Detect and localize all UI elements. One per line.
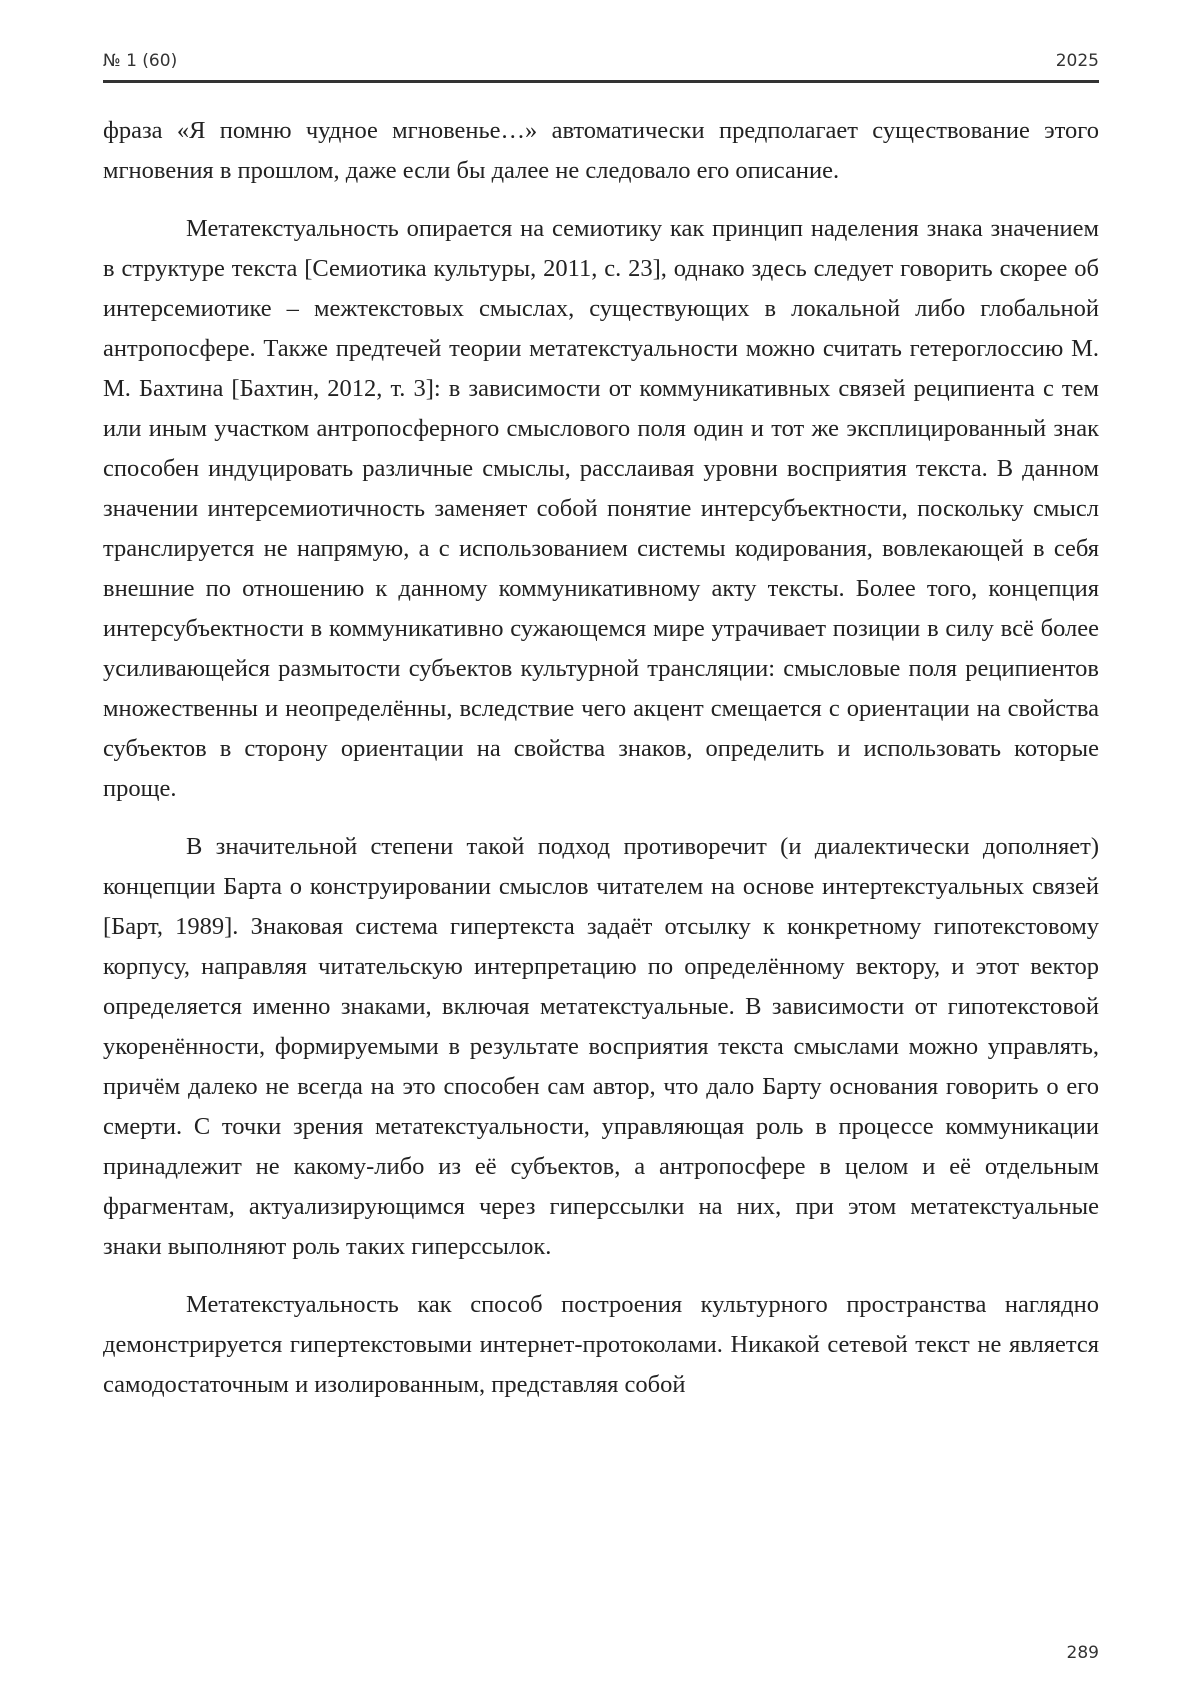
running-header [103, 50, 1099, 83]
paragraph-continuation: фраза «Я помню чудное мгновенье…» автоматически предполагает существование этого мгновения в прошлом, даже если бы далее не следовало его описание. [103, 117, 1099, 184]
publication-year: 2025 [1055, 51, 1099, 71]
paragraph: В значительной степени такой подход противоречит (и диалектически дополняет) концепции Барта о конструировании смыслов читателем на основе интертекстуальных связей [Барт, 1989]. Знаковая система гипертекста задаёт отсылку к конкретному гипотекстовому корпусу, направляя читательскую интерпретацию по определённому вектору, и этот вектор определяется именно знаками, включая метатекстуальные. В зависимости от гипотекстовой укоренённости, формируемыми в результате восприятия текста смыслами можно управлять, причём далеко не всегда на это способен сам автор, что дало Барту основания говорить о его смерти. С точки зрения метатекстуальности, управляющая роль в процессе коммуникации принадлежит не какому-либо из её субъектов, а антропосфере в целом и её отдельным фрагментам, актуализирующимся через гиперссылки на них, при этом метатекстуальные знаки выполняют роль таких гиперссылок. [103, 833, 1099, 1260]
body-text [103, 111, 1099, 1423]
paragraph: Метатекстуальность опирается на семиотику как принцип наделения знака значением в структуре текста [Семиотика культуры, 2011, с. 23], однако здесь следует говорить скорее об интерсемиотике – межтекстовых смыслах, существующих в локальной либо глобальной антропосфере. Также предтечей теории метатекстуальности можно считать гетероглоссию М. М. Бахтина [Бахтин, 2012, т. 3]: в зависимости от коммуникативных связей реципиента с тем или иным участком антропосферного смыслового поля один и тот же эксплицированный знак способен индуцировать различные смыслы, расслаивая уровни восприятия текста. В данном значении интерсемиотичность заменяет собой понятие интерсубъектности, поскольку смысл транслируется не напрямую, а с использованием системы кодирования, вовлекающей в себя внешние по отношению к данному коммуникативному акту тексты. Более того, концепция интерсубъектности в коммуникативно сужающемся мире утрачивает позиции в силу всё более усиливающейся размытости субъектов культурной трансляции: смысловые поля реципиентов множественны и неопределённы, вследствие чего акцент смещается с ориентации на свойства субъектов в сторону ориентации на свойства знаков, определить и использовать которые проще. [103, 215, 1099, 802]
paragraph: Метатекстуальность как способ построения культурного пространства наглядно демонстрируется гипертекстовыми интернет-протоколами. Никакой сетевой текст не является самодостаточным и изолированным, представляя собой [103, 1291, 1099, 1398]
issue-number: № 1 (60) [103, 51, 178, 71]
page-number: 289 [1066, 1643, 1099, 1663]
